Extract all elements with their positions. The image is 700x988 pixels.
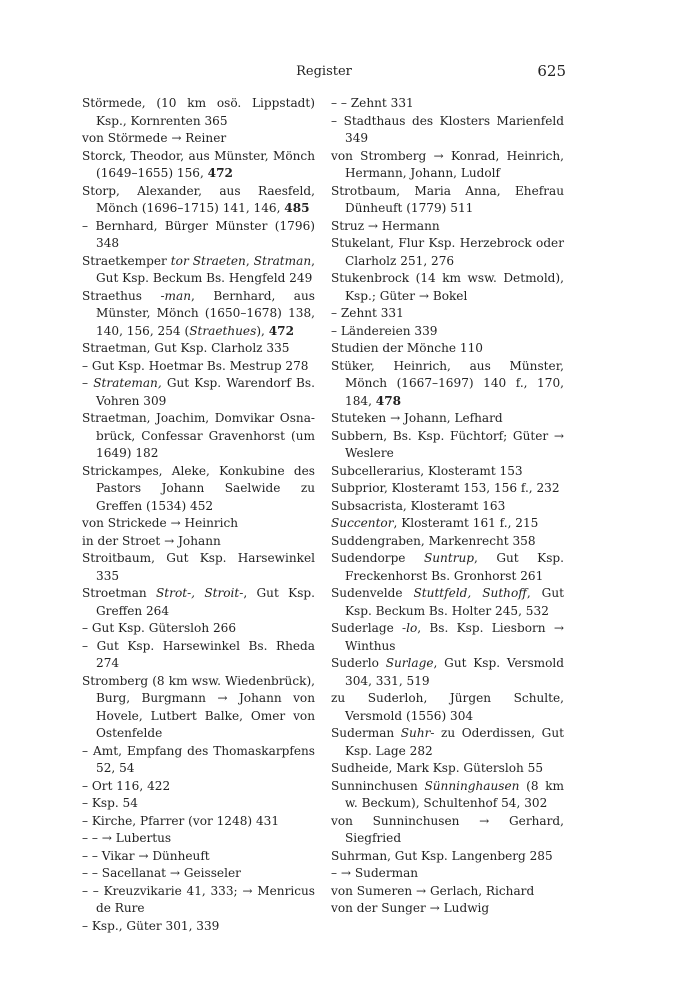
index-entry — [82, 515, 315, 533]
entry-text: , Gut Ksp. Versmold 304, 331, 519 — [345, 656, 565, 688]
entry-text: Storck, Theodor, aus Münster, Mönch (1649–1655) 156, — [82, 148, 315, 180]
index-entry — [82, 848, 315, 866]
index-entry — [331, 113, 564, 148]
entry-text: Straethus — [82, 288, 161, 303]
variant-name: -man — [160, 288, 191, 303]
entry-text: Subprior, Klosteramt 153, 156 f., 232 — [331, 481, 560, 495]
entry-text: Sunninchusen — [331, 778, 425, 793]
index-entry — [82, 638, 315, 673]
entry-text: – → Suderman — [331, 866, 419, 880]
index-entry — [82, 918, 315, 936]
entry-text: Straetman, Gut Ksp. Clarholz 335 — [82, 341, 290, 355]
index-entry — [82, 795, 315, 813]
entry-text: zu Oderdissen, Gut Ksp. Lage 282 — [345, 726, 564, 758]
entry-text: von der Sunger → Ludwig — [331, 901, 490, 915]
index-entry — [331, 585, 564, 620]
variant-name: Sünninghausen — [424, 778, 520, 793]
entry-text: Stukelant, Flur Ksp. Herzebrock oder Clarholz 251, 276 — [331, 236, 564, 268]
index-entry — [82, 148, 315, 183]
index-entry — [331, 813, 564, 848]
entry-text: Straetkemper — [82, 253, 171, 268]
variant-name: Suhr- — [400, 726, 435, 740]
index-column-right — [331, 95, 564, 918]
index-entry — [331, 620, 564, 655]
entry-text: – Amt, Empfang des Thomaskarpfens 52, 54 — [82, 743, 315, 775]
entry-text: Stuteken → Johann, Lefhard — [331, 411, 503, 425]
page-reference-bold: 478 — [375, 393, 402, 408]
entry-text: – Kirche, Pfarrer (vor 1248) 431 — [82, 813, 280, 828]
index-entry — [331, 463, 564, 481]
entry-text: , Bs. Ksp. Liesborn → Winthus — [345, 621, 564, 653]
index-entry — [331, 305, 564, 323]
entry-text: – Gut Ksp. Harsewinkel Bs. Rheda 274 — [82, 638, 315, 670]
index-entry — [82, 288, 315, 341]
index-entry — [82, 673, 315, 743]
entry-text: von Sumeren → Gerlach, Richard — [331, 883, 535, 898]
entry-text: Straetman, Joachim, Domvikar Osnabrück, Confessar Gravenhorst (um 1649) 182 — [82, 411, 315, 460]
page-header — [82, 62, 566, 82]
entry-text: Suderman — [331, 726, 401, 740]
page-reference-bold: 472 — [207, 166, 233, 180]
index-entry — [331, 480, 564, 498]
entry-text: – Stadthaus des Klosters Marienfeld 349 — [331, 113, 564, 145]
variant-name: -lo — [402, 621, 418, 635]
entry-text: zu Suderloh, Jürgen Schulte, Versmold (1556) 304 — [331, 691, 564, 723]
entry-text: , — [245, 253, 254, 268]
entry-text: Suderlo — [331, 656, 386, 670]
variant-name: Surlage — [385, 656, 434, 670]
entry-text: Suddengraben, Markenrecht 358 — [331, 533, 536, 548]
page-reference-bold: 472 — [268, 323, 294, 338]
index-entry — [82, 533, 315, 551]
index-entry — [331, 848, 564, 866]
variant-name: tor Straeten — [170, 253, 246, 268]
entry-text: Subcellerarius, Klosteramt 153 — [331, 463, 523, 478]
entry-text: – Gut Ksp. Gütersloh 266 — [82, 621, 237, 635]
index-entry — [82, 865, 315, 883]
entry-text: – – Sacellanat → Geisseler — [82, 866, 241, 880]
index-entry — [331, 498, 564, 516]
entry-text: in der Stroet → Johann — [82, 533, 221, 548]
index-entry — [331, 883, 564, 901]
index-entry — [331, 340, 564, 358]
entry-text: von Sunninchusen → Gerhard, Siegfried — [331, 813, 564, 845]
entry-text: – – Vikar → Dünheuft — [82, 848, 210, 863]
index-entry — [331, 760, 564, 778]
entry-text: Stroetman — [82, 586, 157, 600]
entry-text: von Strickede → Heinrich — [82, 516, 239, 530]
index-entry — [331, 270, 564, 305]
index-entry — [331, 690, 564, 725]
variant-name: Strot-, Stroit- — [156, 586, 244, 600]
index-entry — [331, 865, 564, 883]
index-entry — [82, 585, 315, 620]
entry-text: Stukenbrock (14 km wsw. Detmold), Ksp.; Güter → Bokel — [331, 271, 564, 303]
entry-text: – Ksp. 54 — [82, 796, 138, 810]
index-entry — [82, 743, 315, 778]
index-entry — [82, 358, 315, 376]
entry-text: Studien der Mönche 110 — [331, 341, 483, 355]
index-entry — [82, 253, 315, 288]
variant-name: Strateman, — [93, 376, 162, 390]
index-entry — [82, 620, 315, 638]
entry-text: , Klosteramt 161 f., 215 — [393, 516, 539, 530]
index-entry — [331, 235, 564, 270]
index-entry — [82, 218, 315, 253]
entry-text: Storp, Alexander, aus Raesfeld, Mönch (1696–1715) 141, 146, — [82, 183, 315, 215]
index-entry — [331, 410, 564, 428]
index-entry — [331, 550, 564, 585]
entry-text: , Gut Ksp. Beckum Bs. Holter 245, 532 — [345, 586, 564, 618]
index-entry — [331, 515, 564, 533]
index-entry — [331, 428, 564, 463]
index-entry — [82, 340, 315, 358]
index-entry — [331, 533, 564, 551]
index-entry — [331, 148, 564, 183]
entry-text: Störmede, (10 km osö. Lippstadt) Ksp., Kornrenten 365 — [82, 96, 315, 128]
entry-text: Strotbaum, Maria Anna, Ehefrau Dünheuft (1779) 511 — [331, 183, 564, 215]
index-entry — [82, 813, 315, 831]
entry-text: Stüker, Heinrich, aus Münster, Mönch (1667–1697) 140 f., 170, 184, — [331, 358, 564, 408]
running-title: Register — [296, 64, 352, 79]
index-entry — [82, 410, 315, 463]
variant-name: Succentor — [331, 516, 394, 530]
entry-text: Stromberg (8 km wsw. Wiedenbrück), Burg, Burgmann → Johann von Hovele, Lutbert Balke, Omer von Ostenfelde — [82, 673, 315, 740]
entry-text: , Gut Ksp. Beckum Bs. Hengfeld 249 — [96, 253, 315, 285]
page-reference-bold: 485 — [284, 201, 310, 215]
entry-text: – Ksp., Güter 301, 339 — [82, 918, 220, 933]
entry-text: von Störmede → Reiner — [82, 131, 227, 145]
index-entry — [82, 375, 315, 410]
entry-text: , Bernhard, aus Münster, Mönch (1650–1678) 138, 140, 156, 254 ( — [96, 288, 315, 338]
page-number: 625 — [537, 62, 566, 80]
index-entry — [331, 358, 564, 411]
index-entry — [331, 900, 564, 918]
index-entry — [82, 95, 315, 130]
entry-text: Stroitbaum, Gut Ksp. Harsewinkel 335 — [82, 551, 315, 583]
entry-text: Suhrman, Gut Ksp. Langenberg 285 — [331, 848, 553, 863]
index-entry — [331, 218, 564, 236]
entry-text: – Ländereien 339 — [331, 323, 438, 338]
variant-name: Straethues — [189, 323, 257, 338]
entry-text: – Ort 116, 422 — [82, 778, 171, 793]
index-entry — [82, 550, 315, 585]
entry-text: – — [82, 376, 94, 390]
entry-text: – – Zehnt 331 — [331, 96, 414, 110]
entry-text: Subbern, Bs. Ksp. Füchtorf; Güter → Weslere — [331, 428, 564, 460]
entry-text: Sudendorpe — [331, 551, 424, 565]
entry-text: – Zehnt 331 — [331, 306, 404, 320]
variant-name: Stratman — [253, 253, 312, 268]
index-entry — [331, 655, 564, 690]
variant-name: Suntrup — [423, 551, 475, 565]
entry-text: Struz → Hermann — [331, 218, 440, 233]
index-entry — [82, 463, 315, 516]
entry-text: – Bernhard, Bürger Münster (1796) 348 — [82, 218, 315, 250]
index-entry — [331, 725, 564, 760]
entry-text: – Gut Ksp. Hoetmar Bs. Mestrup 278 — [82, 358, 309, 373]
entry-text: Suderlage — [331, 621, 403, 635]
entry-text: (8 km w. Beckum), Schultenhof 54, 302 — [345, 778, 564, 810]
index-entry — [331, 778, 564, 813]
variant-name: Stuttfeld, Suthoff — [413, 586, 527, 600]
entry-text: Sudheide, Mark Ksp. Gütersloh 55 — [331, 761, 544, 775]
entry-text: ), — [256, 323, 269, 338]
index-entry — [82, 778, 315, 796]
entry-text: Gut Ksp. Warendorf Bs. Vohren 309 — [96, 376, 315, 408]
index-entry — [82, 183, 315, 218]
entry-text: – – Kreuzvikarie 41, 333; → Menricus de Rure — [82, 883, 315, 915]
index-entry — [82, 883, 315, 918]
index-entry — [331, 95, 564, 113]
entry-text: Strickampes, Aleke, Konkubine des Pastors Johann Saelwide zu Greffen (1534) 452 — [82, 463, 315, 513]
entry-text: Subsacrista, Klosteramt 163 — [331, 498, 506, 513]
entry-text: , Gut Ksp. Greffen 264 — [96, 586, 315, 618]
index-entry — [331, 323, 564, 341]
index-entry — [331, 183, 564, 218]
index-entry — [82, 830, 315, 848]
entry-text: Sudenvelde — [331, 586, 414, 600]
index-column-left — [82, 95, 315, 935]
index-entry — [82, 130, 315, 148]
entry-text: von Stromberg → Konrad, Heinrich, Hermann, Johann, Ludolf — [331, 148, 564, 180]
entry-text: – – → Lubertus — [82, 831, 172, 845]
entry-text: , Gut Ksp. Freckenhorst Bs. Gronhorst 261 — [345, 551, 564, 583]
